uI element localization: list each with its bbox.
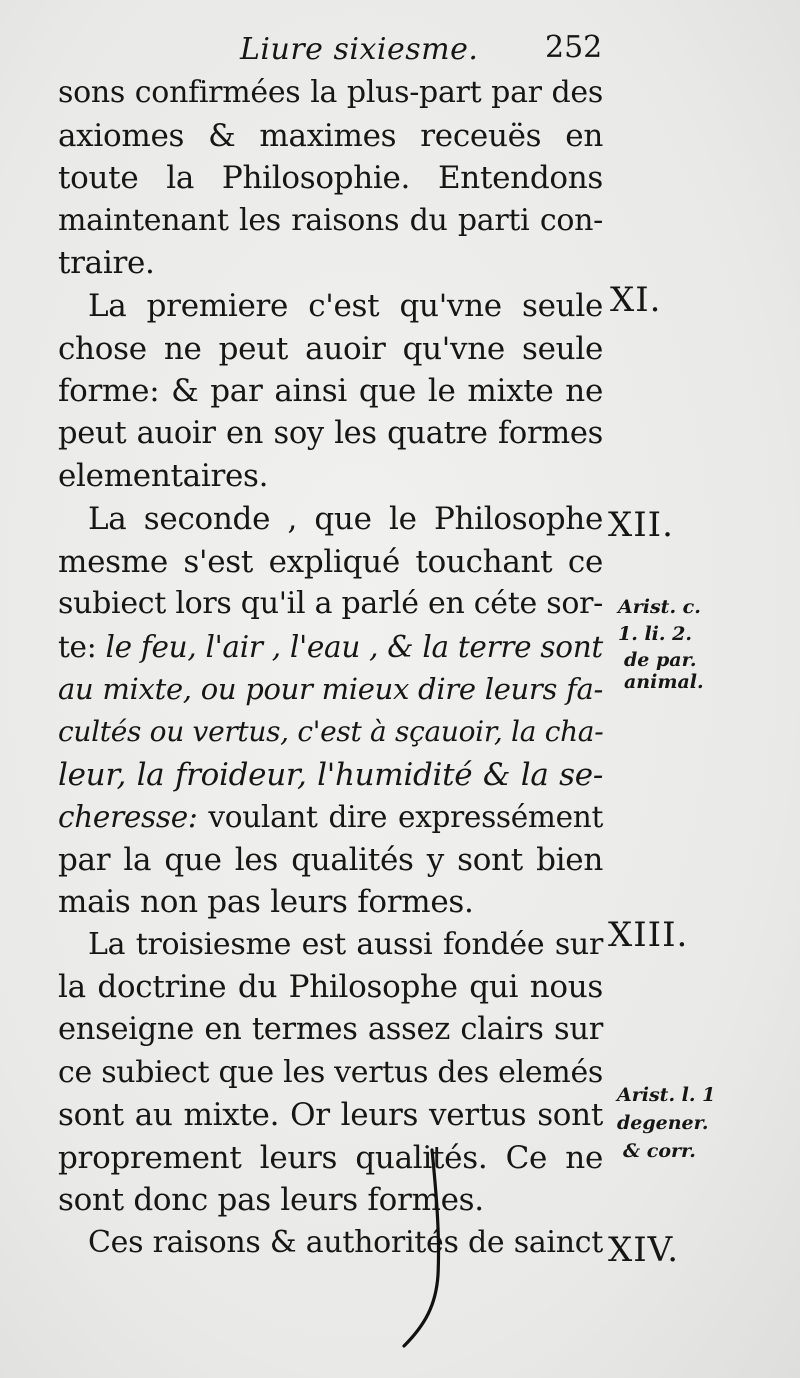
- citation-line: 1. li. 2.: [618, 623, 692, 645]
- citation-line: degener.: [617, 1112, 709, 1134]
- text-segment: La seconde , que le Philosophe: [88, 500, 603, 537]
- citation-line: animal.: [624, 671, 704, 693]
- text-segment: leur, la froideur, l'humidité & la se-: [58, 756, 603, 793]
- text-segment: le feu, l'air , l'eau , & la terre sont: [105, 629, 603, 664]
- text-segment: axiomes & maximes receuës en: [58, 117, 603, 154]
- text-segment: proprement leurs qualités. Ce ne: [58, 1139, 603, 1176]
- text-segment: enseigne en termes assez clairs sur: [58, 1012, 603, 1048]
- margin-numeral-xii: XII.: [608, 505, 674, 545]
- text-segment: par la que les qualités y sont bien: [58, 841, 603, 878]
- citation-line: & corr.: [623, 1140, 696, 1162]
- text-segment: maintenant les raisons du parti con-: [58, 202, 603, 238]
- text-segment: mesme s'est expliqué touchant ce: [58, 543, 603, 580]
- text-segment: cheresse:: [58, 800, 209, 835]
- text-segment: au mixte, ou pour mieux dire leurs fa-: [58, 672, 603, 707]
- text-segment: subiect lors qu'il a parlé en céte sor-: [58, 586, 603, 622]
- margin-numeral-xiii: XIII.: [608, 915, 689, 955]
- text-segment: ce subiect que les vertus des elemés: [58, 1054, 603, 1090]
- margin-numeral-xi: XI.: [610, 280, 662, 320]
- citation-line: Arist. l. 1: [617, 1084, 716, 1106]
- running-title: Liure sixiesme.: [240, 32, 479, 67]
- text-segment: te:: [58, 629, 106, 664]
- citation-line: de par.: [624, 649, 697, 671]
- text-segment: elementaires.: [58, 458, 269, 495]
- text-segment: sont donc pas leurs formes.: [58, 1182, 484, 1219]
- text-segment: peut auoir en soy les quatre formes: [58, 415, 603, 451]
- text-segment: sons confirmées la plus-part par des: [58, 75, 603, 110]
- margin-numeral-xiv: XIV.: [608, 1230, 680, 1270]
- text-segment: cultés ou vertus, c'est à sçauoir, la cha-: [58, 714, 604, 748]
- text-segment: toute la Philosophie. Entendons: [58, 160, 603, 197]
- text-segment: La premiere c'est qu'vne seule: [88, 287, 603, 324]
- text-segment: forme: & par ainsi que le mixte ne: [58, 373, 603, 410]
- text-segment: sont au mixte. Or leurs vertus sont: [58, 1097, 603, 1134]
- text-segment: chose ne peut auoir qu'vne seule: [58, 330, 603, 367]
- text-segment: voulant dire expressément: [208, 800, 604, 835]
- page-number: 252: [545, 30, 603, 65]
- citation-line: Arist. c.: [618, 596, 701, 618]
- text-segment: La troisiesme est aussi fondée sur: [88, 926, 603, 962]
- text-segment: traire.: [58, 245, 155, 282]
- text-segment: mais non pas leurs formes.: [58, 884, 474, 921]
- text-segment: Ces raisons & authorités de sainct: [88, 1225, 603, 1261]
- text-segment: la doctrine du Philosophe qui nous: [58, 969, 603, 1006]
